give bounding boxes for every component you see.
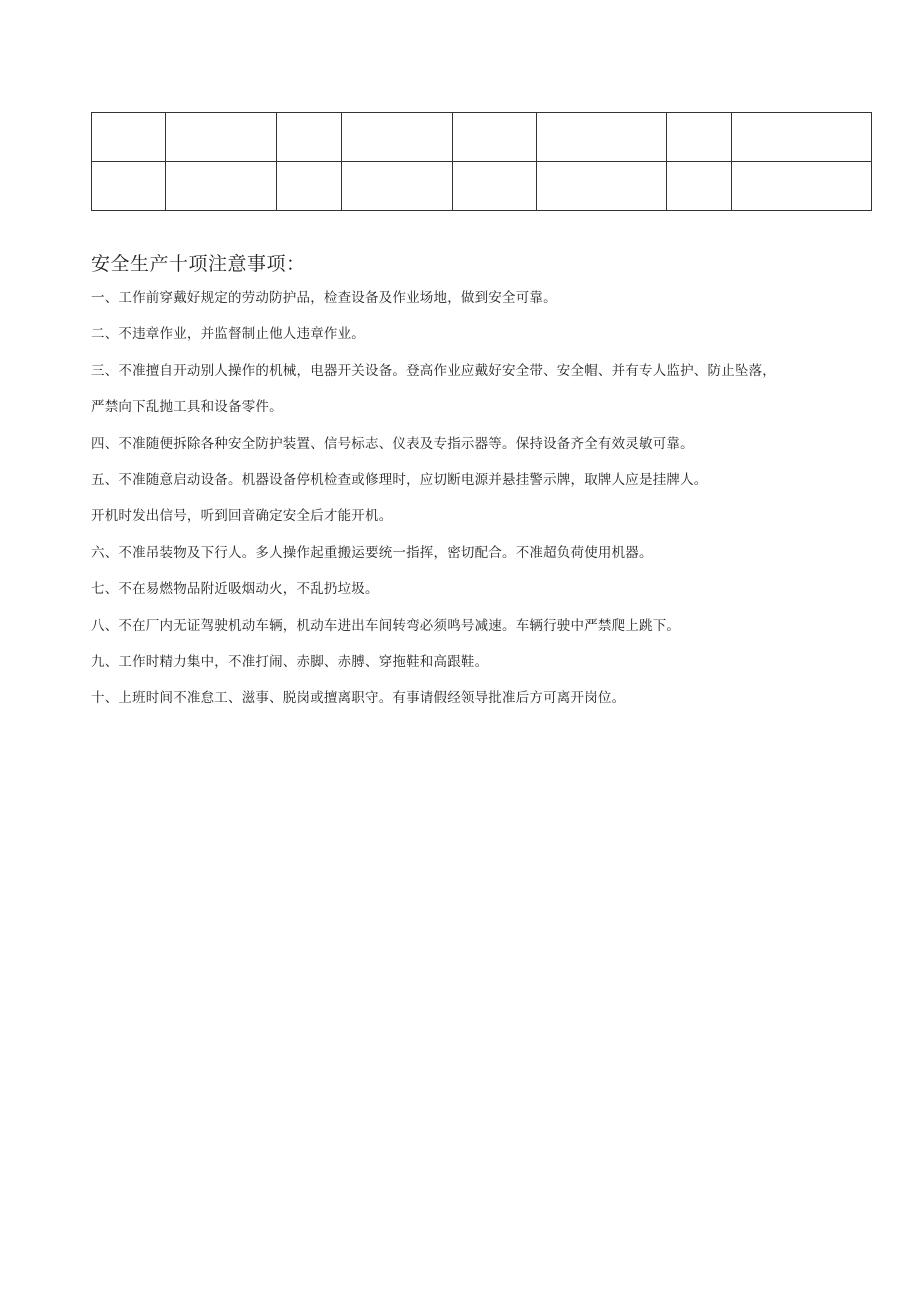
table-cell	[166, 162, 277, 211]
rule-line-6: 六、不准吊装物及下行人。多人操作起重搬运要统一指挥，密切配合。不准超负荷使用机器。	[91, 544, 653, 561]
table-cell	[667, 113, 732, 162]
table-cell	[277, 113, 342, 162]
table-cell	[732, 113, 872, 162]
safety-rules-list	[91, 288, 881, 725]
empty-form-table	[91, 112, 872, 211]
rule-line-2: 二、不违章作业，并监督制止他人违章作业。	[91, 326, 365, 343]
rule-line-8: 八、不在厂内无证驾驶机动车辆，机动车进出车间转弯必须鸣号减速。车辆行驶中严禁爬上跳下。	[91, 617, 681, 634]
table-row	[92, 113, 872, 162]
table-cell	[537, 113, 667, 162]
rule-line-3: 三、不准擅自开动别人操作的机械，电器开关设备。登高作业应戴好安全带、安全帽、并有专人监护、防止坠落，	[91, 362, 776, 379]
table-cell	[277, 162, 342, 211]
table-cell	[92, 162, 166, 211]
table-cell	[667, 162, 732, 211]
table-cell	[453, 162, 537, 211]
table-row	[92, 162, 872, 211]
table-cell	[732, 162, 872, 211]
rule-line-9: 九、工作时精力集中，不准打闹、赤脚、赤膊、穿拖鞋和高跟鞋。	[91, 653, 489, 670]
table-cell	[92, 113, 166, 162]
table-cell	[453, 113, 537, 162]
rule-line-7: 七、不在易燃物品附近吸烟动火，不乱扔垃圾。	[91, 581, 379, 598]
rule-line-4: 四、不准随便拆除各种安全防护装置、信号标志、仪表及专指示器等。保持设备齐全有效灵敏可靠。	[91, 435, 694, 452]
rule-line-10: 十、上班时间不准怠工、滋事、脱岗或擅离职守。有事请假经领导批准后方可离开岗位。	[91, 690, 626, 707]
rule-line-3-continued: 严禁向下乱抛工具和设备零件。	[91, 399, 283, 416]
table-cell	[166, 113, 277, 162]
rule-line-5: 五、不准随意启动设备。机器设备停机检查或修理时，应切断电源并悬挂警示牌，取牌人应是挂牌人。	[91, 471, 708, 488]
section-heading: 安全生产十项注意事项：	[91, 253, 306, 275]
table-cell	[342, 113, 453, 162]
rule-line-5-continued: 开机时发出信号，听到回音确定安全后才能开机。	[91, 508, 393, 525]
rule-line-1: 一、工作前穿戴好规定的劳动防护品，检查设备及作业场地，做到安全可靠。	[91, 290, 557, 306]
table-cell	[537, 162, 667, 211]
table-cell	[342, 162, 453, 211]
